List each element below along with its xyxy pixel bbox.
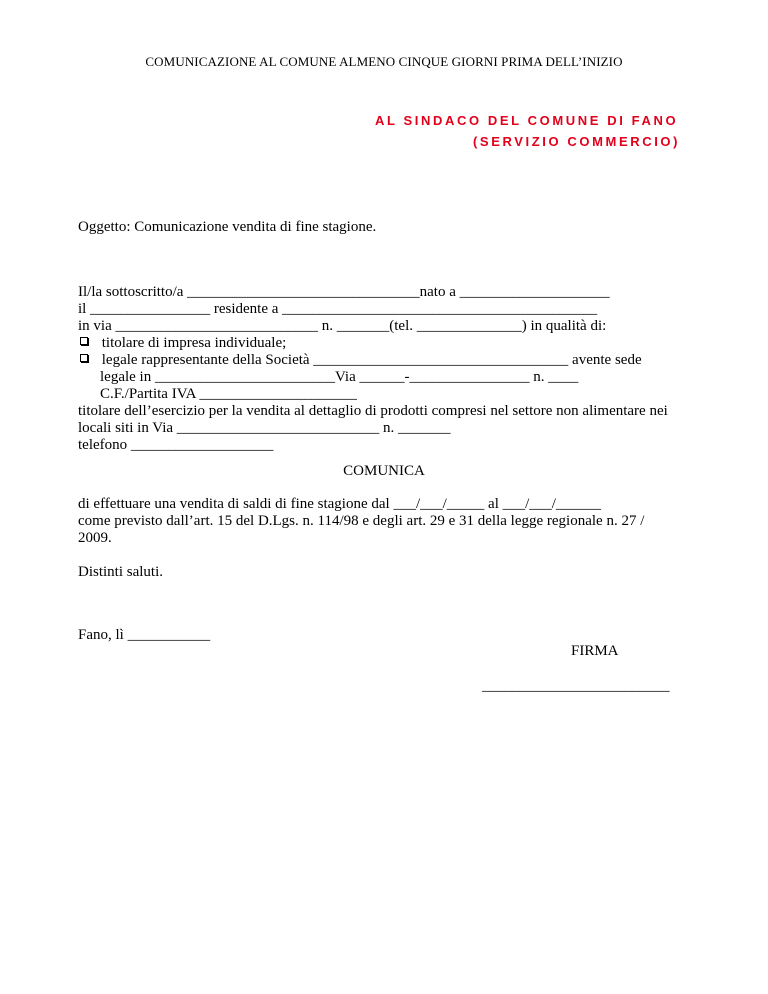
option-sole-proprietor xyxy=(80,335,286,352)
body-line-1: di effettuare una vendita di saldi di fine stagione dal ___/___/_____ al ___/___/______ xyxy=(78,496,601,512)
form-line-phone: telefono ___________________ xyxy=(78,437,274,453)
recipient-line-2: (SERVIZIO COMMERCIO) xyxy=(473,134,681,149)
body-line-2: come previsto dall’art. 15 del D.Lgs. n. 114/98 e degli art. 29 e 31 della legge regionale n. 27 / xyxy=(78,513,645,529)
form-line-name: Il/la sottoscritto/a _______________________________nato a ____________________ xyxy=(78,284,610,300)
form-line-tax-code: C.F./Partita IVA _____________________ xyxy=(100,386,357,402)
form-line-address: in via ___________________________ n. _______(tel. ______________) in qualità di: xyxy=(78,318,607,334)
option-sole-proprietor-label: titolare di impresa individuale; xyxy=(101,335,287,351)
option-legal-representative xyxy=(80,352,642,369)
recipient-line-1: AL SINDACO DEL COMUNE DI FANO xyxy=(375,113,679,128)
signature-line: _________________________ xyxy=(482,678,670,694)
body-line-3: 2009. xyxy=(78,530,112,546)
comunica-heading: COMUNICA xyxy=(343,463,425,479)
checkbox-icon[interactable] xyxy=(80,337,88,345)
closing-salutation: Distinti saluti. xyxy=(78,564,164,580)
option-legal-representative-label: legale rappresentante della Società __________________________________ avente sede xyxy=(101,352,642,368)
subject-line: Oggetto: Comunicazione vendita di fine stagione. xyxy=(78,219,377,235)
signature-label: FIRMA xyxy=(571,643,619,659)
checkbox-icon[interactable] xyxy=(80,354,88,362)
form-line-legal-seat: legale in ________________________Via ______-________________ n. ____ xyxy=(100,369,579,385)
form-line-holder: titolare dell’esercizio per la vendita al dettaglio di prodotti compresi nel settore non alimentare nei xyxy=(78,403,668,419)
header-notice: COMUNICAZIONE AL COMUNE ALMENO CINQUE GIORNI PRIMA DELL’INIZIO xyxy=(145,54,623,69)
form-line-premises: locali siti in Via ___________________________ n. _______ xyxy=(78,420,451,436)
form-line-birth-residence: il ________________ residente a __________________________________________ xyxy=(78,301,598,317)
place-date: Fano, lì ___________ xyxy=(78,627,211,643)
